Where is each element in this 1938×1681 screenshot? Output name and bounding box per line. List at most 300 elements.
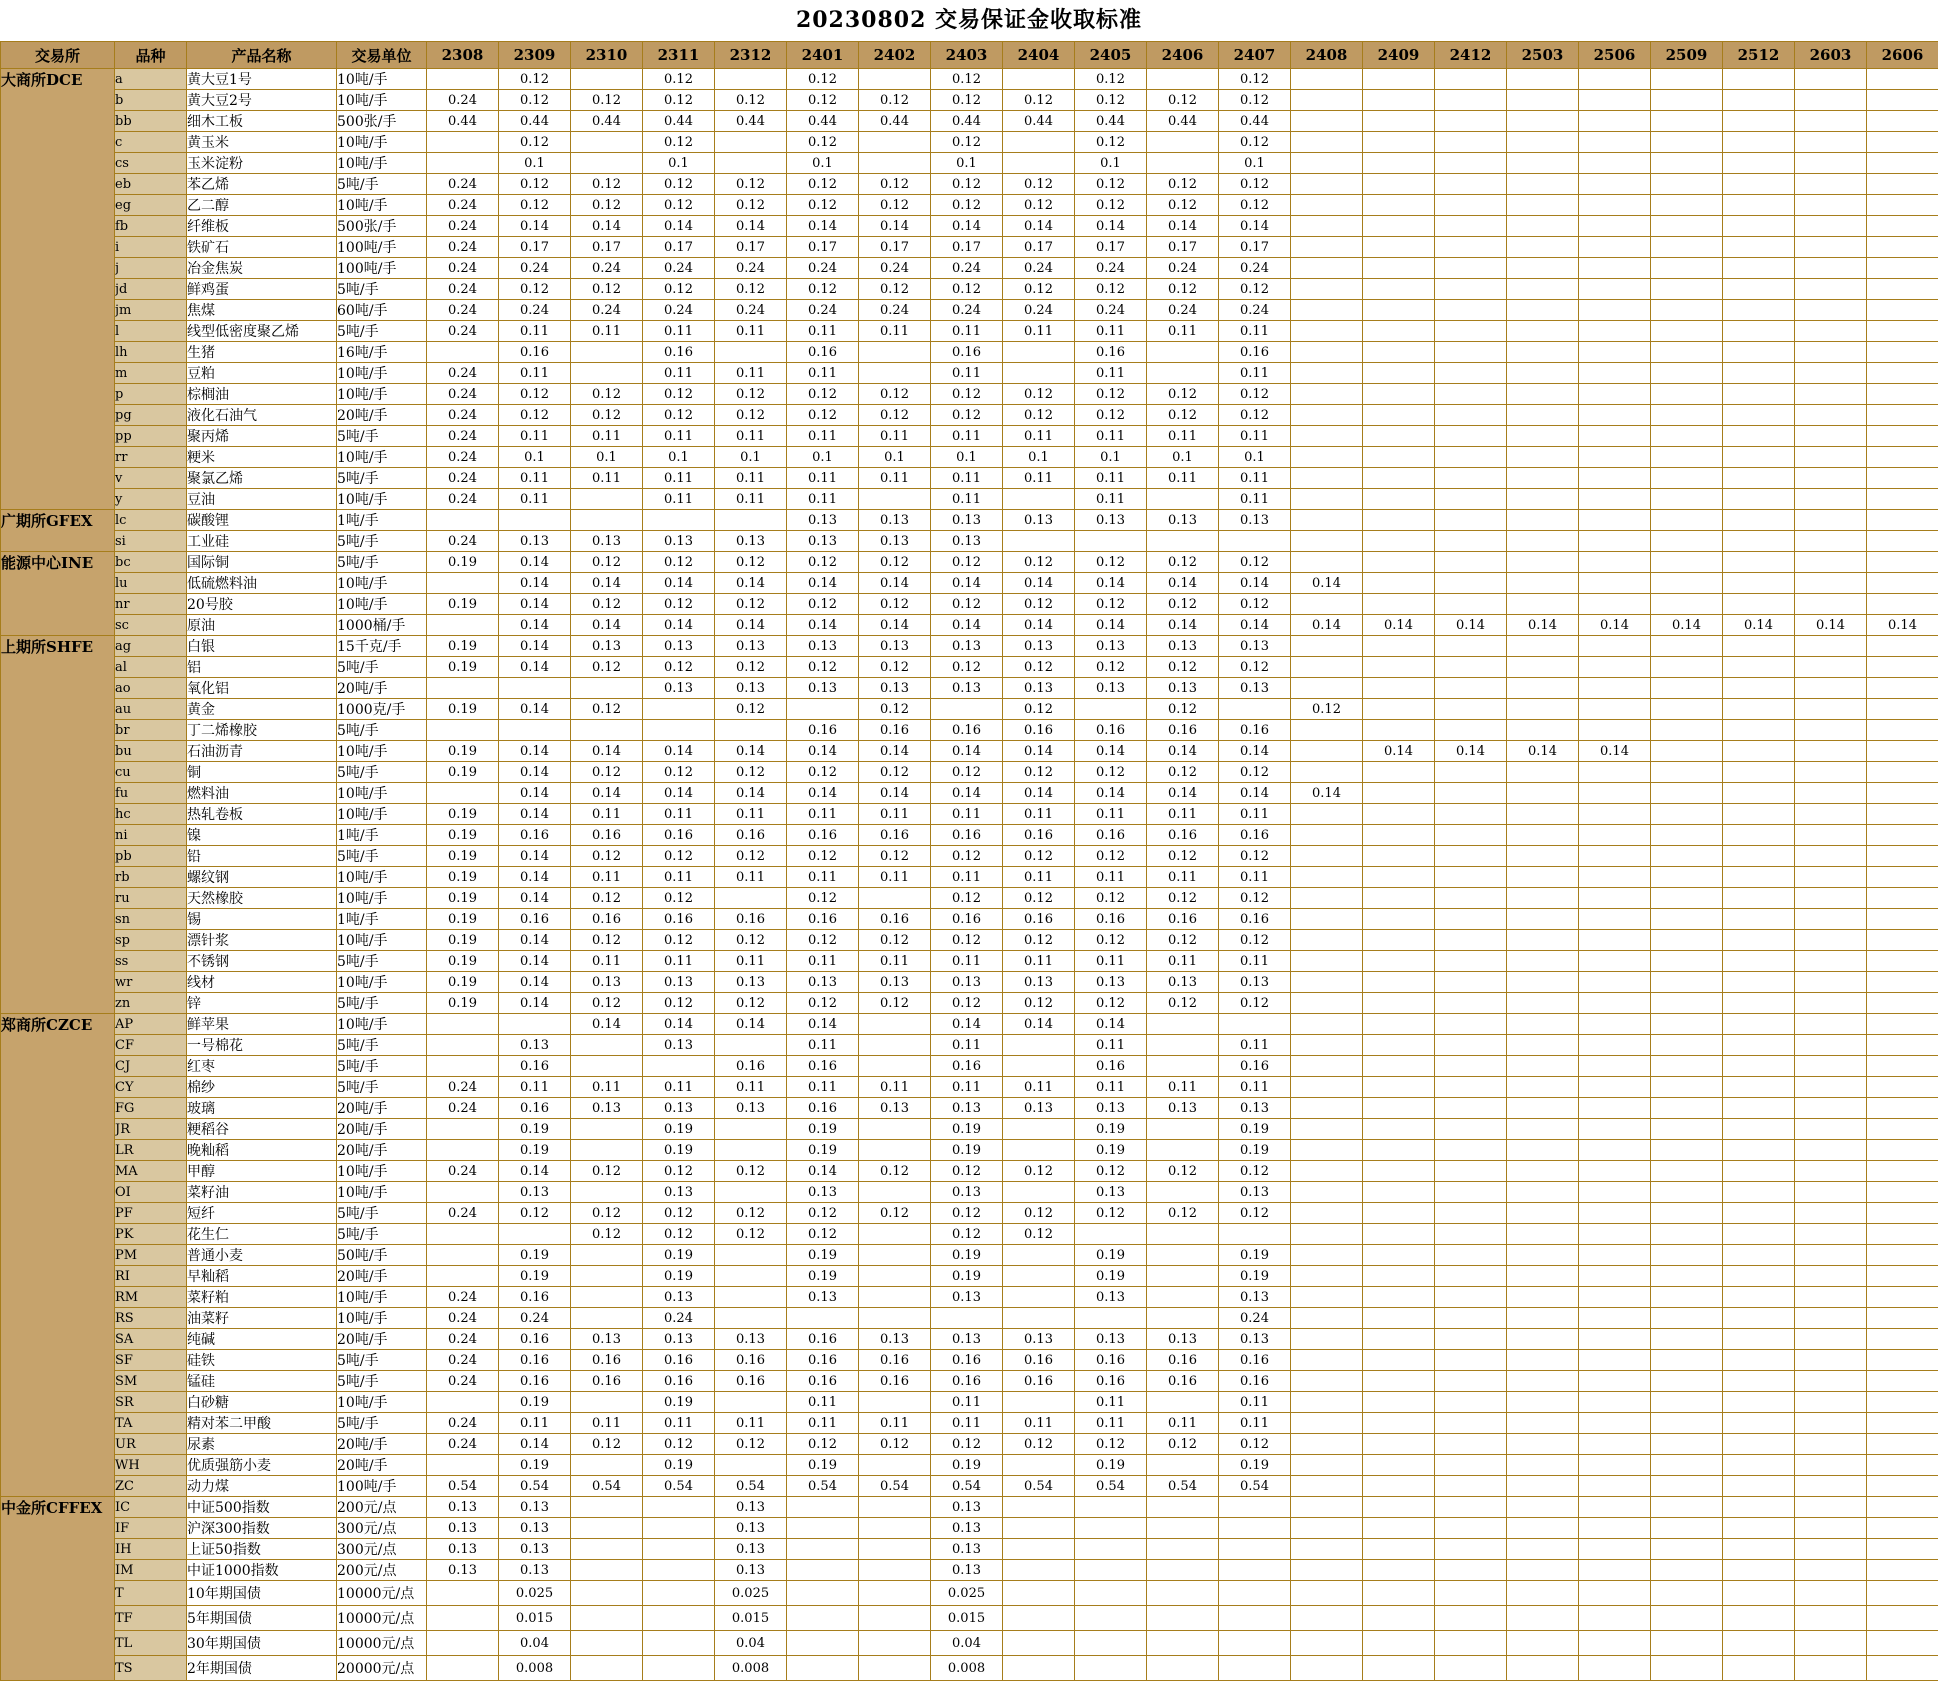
margin-cell[interactable] — [1291, 300, 1363, 321]
margin-cell[interactable] — [1363, 1539, 1435, 1560]
margin-cell[interactable]: 0.12 — [571, 888, 643, 909]
margin-cell[interactable]: 0.11 — [1147, 951, 1219, 972]
margin-cell[interactable]: 0.14 — [1147, 573, 1219, 594]
margin-cell[interactable]: 0.13 — [1219, 678, 1291, 699]
margin-cell[interactable] — [1651, 1656, 1723, 1681]
product-cell[interactable]: 黄大豆2号 — [187, 90, 337, 111]
margin-cell[interactable]: 0.13 — [787, 678, 859, 699]
margin-cell[interactable] — [1435, 1539, 1507, 1560]
margin-cell[interactable]: 0.12 — [787, 552, 859, 573]
margin-cell[interactable]: 0.11 — [1003, 1413, 1075, 1434]
margin-cell[interactable] — [1651, 804, 1723, 825]
margin-cell[interactable] — [1867, 1392, 1938, 1413]
margin-cell[interactable]: 0.44 — [1075, 111, 1147, 132]
product-cell[interactable]: 鲜鸡蛋 — [187, 279, 337, 300]
margin-cell[interactable]: 0.025 — [931, 1581, 1003, 1606]
margin-cell[interactable] — [427, 1581, 499, 1606]
margin-cell[interactable]: 0.19 — [427, 909, 499, 930]
margin-cell[interactable]: 0.11 — [643, 426, 715, 447]
margin-cell[interactable] — [1795, 111, 1867, 132]
margin-cell[interactable] — [1291, 1455, 1363, 1476]
margin-cell[interactable] — [1507, 132, 1579, 153]
margin-cell[interactable]: 0.12 — [1219, 930, 1291, 951]
margin-cell[interactable]: 0.54 — [1075, 1476, 1147, 1497]
margin-cell[interactable] — [1075, 531, 1147, 552]
margin-cell[interactable] — [1579, 447, 1651, 468]
margin-cell[interactable] — [715, 720, 787, 741]
symbol-cell[interactable]: m — [115, 363, 187, 384]
margin-cell[interactable] — [1723, 1182, 1795, 1203]
margin-cell[interactable]: 0.14 — [1147, 615, 1219, 636]
margin-cell[interactable] — [1291, 930, 1363, 951]
symbol-cell[interactable]: ZC — [115, 1476, 187, 1497]
margin-cell[interactable]: 0.12 — [715, 174, 787, 195]
product-cell[interactable]: 尿素 — [187, 1434, 337, 1455]
unit-cell[interactable]: 10吨/手 — [337, 972, 427, 993]
margin-cell[interactable]: 0.13 — [1147, 1329, 1219, 1350]
margin-cell[interactable]: 0.13 — [931, 1329, 1003, 1350]
margin-cell[interactable] — [1147, 1581, 1219, 1606]
margin-cell[interactable] — [1579, 90, 1651, 111]
margin-cell[interactable] — [1867, 216, 1938, 237]
margin-cell[interactable] — [571, 69, 643, 90]
margin-cell[interactable] — [1435, 573, 1507, 594]
margin-cell[interactable]: 0.11 — [1219, 426, 1291, 447]
margin-cell[interactable]: 0.16 — [571, 825, 643, 846]
margin-cell[interactable]: 0.12 — [715, 1161, 787, 1182]
margin-cell[interactable] — [1435, 951, 1507, 972]
margin-cell[interactable]: 0.14 — [859, 741, 931, 762]
margin-cell[interactable] — [1291, 636, 1363, 657]
margin-cell[interactable]: 0.015 — [499, 1606, 571, 1631]
margin-cell[interactable] — [859, 1056, 931, 1077]
product-cell[interactable]: 细木工板 — [187, 111, 337, 132]
margin-cell[interactable] — [1867, 804, 1938, 825]
margin-cell[interactable] — [1219, 1224, 1291, 1245]
margin-cell[interactable]: 0.13 — [931, 1182, 1003, 1203]
margin-cell[interactable] — [1579, 174, 1651, 195]
margin-cell[interactable]: 0.16 — [787, 1371, 859, 1392]
margin-cell[interactable] — [1867, 426, 1938, 447]
margin-cell[interactable]: 0.12 — [715, 384, 787, 405]
margin-cell[interactable] — [1435, 930, 1507, 951]
margin-cell[interactable]: 0.12 — [931, 993, 1003, 1014]
margin-cell[interactable] — [1579, 804, 1651, 825]
margin-cell[interactable]: 0.14 — [931, 216, 1003, 237]
symbol-cell[interactable]: ru — [115, 888, 187, 909]
margin-cell[interactable]: 0.16 — [643, 1350, 715, 1371]
margin-cell[interactable]: 0.12 — [787, 132, 859, 153]
margin-cell[interactable]: 0.12 — [1003, 594, 1075, 615]
margin-cell[interactable] — [571, 1056, 643, 1077]
margin-cell[interactable]: 0.13 — [643, 972, 715, 993]
margin-cell[interactable] — [1075, 1518, 1147, 1539]
margin-cell[interactable] — [1147, 153, 1219, 174]
margin-cell[interactable]: 0.19 — [427, 552, 499, 573]
margin-cell[interactable]: 0.14 — [1795, 615, 1867, 636]
margin-cell[interactable]: 0.14 — [499, 552, 571, 573]
margin-cell[interactable] — [859, 1539, 931, 1560]
margin-cell[interactable]: 0.24 — [427, 489, 499, 510]
margin-cell[interactable] — [1723, 972, 1795, 993]
margin-cell[interactable]: 0.16 — [787, 1329, 859, 1350]
margin-cell[interactable] — [859, 1014, 931, 1035]
margin-cell[interactable]: 0.11 — [931, 951, 1003, 972]
product-cell[interactable]: 黄玉米 — [187, 132, 337, 153]
unit-cell[interactable]: 5吨/手 — [337, 1224, 427, 1245]
margin-cell[interactable]: 0.14 — [715, 615, 787, 636]
margin-cell[interactable] — [859, 1266, 931, 1287]
symbol-cell[interactable]: TL — [115, 1631, 187, 1656]
margin-cell[interactable] — [1291, 426, 1363, 447]
margin-cell[interactable]: 0.13 — [1075, 1287, 1147, 1308]
margin-cell[interactable]: 0.16 — [1075, 825, 1147, 846]
margin-cell[interactable] — [1651, 1014, 1723, 1035]
margin-cell[interactable]: 0.13 — [427, 1560, 499, 1581]
margin-cell[interactable]: 0.11 — [787, 951, 859, 972]
symbol-cell[interactable]: PM — [115, 1245, 187, 1266]
margin-cell[interactable] — [1435, 1224, 1507, 1245]
unit-cell[interactable]: 1吨/手 — [337, 510, 427, 531]
margin-cell[interactable]: 0.13 — [1219, 1098, 1291, 1119]
margin-cell[interactable]: 0.12 — [643, 552, 715, 573]
symbol-cell[interactable]: i — [115, 237, 187, 258]
margin-cell[interactable]: 0.14 — [499, 699, 571, 720]
margin-cell[interactable]: 0.24 — [427, 258, 499, 279]
margin-cell[interactable] — [1723, 678, 1795, 699]
margin-cell[interactable] — [1507, 279, 1579, 300]
margin-cell[interactable]: 0.13 — [787, 1182, 859, 1203]
margin-cell[interactable]: 0.14 — [715, 741, 787, 762]
margin-cell[interactable]: 0.13 — [715, 972, 787, 993]
symbol-cell[interactable]: c — [115, 132, 187, 153]
margin-cell[interactable] — [571, 678, 643, 699]
margin-cell[interactable]: 0.12 — [1147, 888, 1219, 909]
margin-cell[interactable] — [1363, 888, 1435, 909]
margin-cell[interactable]: 0.24 — [1075, 300, 1147, 321]
margin-cell[interactable] — [1579, 1014, 1651, 1035]
margin-cell[interactable] — [1507, 258, 1579, 279]
margin-cell[interactable] — [1795, 657, 1867, 678]
symbol-cell[interactable]: al — [115, 657, 187, 678]
margin-cell[interactable] — [1651, 216, 1723, 237]
unit-cell[interactable]: 10吨/手 — [337, 384, 427, 405]
margin-cell[interactable] — [1003, 132, 1075, 153]
margin-cell[interactable]: 0.12 — [1003, 993, 1075, 1014]
margin-cell[interactable]: 0.12 — [1147, 1434, 1219, 1455]
margin-cell[interactable]: 0.12 — [1219, 846, 1291, 867]
margin-cell[interactable] — [1723, 1140, 1795, 1161]
margin-cell[interactable]: 0.24 — [427, 447, 499, 468]
margin-cell[interactable]: 0.16 — [1219, 1350, 1291, 1371]
margin-cell[interactable]: 0.11 — [787, 426, 859, 447]
margin-cell[interactable] — [1507, 573, 1579, 594]
margin-cell[interactable] — [715, 69, 787, 90]
margin-cell[interactable] — [1723, 1245, 1795, 1266]
margin-cell[interactable] — [1867, 825, 1938, 846]
margin-cell[interactable]: 0.19 — [643, 1266, 715, 1287]
margin-cell[interactable] — [1435, 1266, 1507, 1287]
margin-cell[interactable] — [1291, 1476, 1363, 1497]
margin-cell[interactable] — [1723, 531, 1795, 552]
margin-cell[interactable]: 0.12 — [1219, 594, 1291, 615]
margin-cell[interactable] — [1363, 1098, 1435, 1119]
margin-cell[interactable] — [1507, 1119, 1579, 1140]
symbol-cell[interactable]: UR — [115, 1434, 187, 1455]
margin-cell[interactable] — [859, 489, 931, 510]
margin-cell[interactable] — [1723, 867, 1795, 888]
margin-cell[interactable] — [1867, 1098, 1938, 1119]
margin-cell[interactable]: 0.14 — [499, 867, 571, 888]
unit-cell[interactable]: 10吨/手 — [337, 1287, 427, 1308]
symbol-cell[interactable]: RM — [115, 1287, 187, 1308]
margin-cell[interactable]: 0.12 — [931, 69, 1003, 90]
unit-cell[interactable]: 20吨/手 — [337, 1140, 427, 1161]
margin-cell[interactable] — [1507, 594, 1579, 615]
margin-cell[interactable] — [715, 1182, 787, 1203]
margin-cell[interactable]: 0.13 — [643, 1329, 715, 1350]
margin-cell[interactable]: 0.11 — [1147, 321, 1219, 342]
product-cell[interactable]: 聚丙烯 — [187, 426, 337, 447]
margin-cell[interactable] — [1651, 930, 1723, 951]
margin-cell[interactable] — [1363, 300, 1435, 321]
margin-cell[interactable]: 0.14 — [499, 888, 571, 909]
symbol-cell[interactable]: pb — [115, 846, 187, 867]
margin-cell[interactable]: 0.24 — [643, 300, 715, 321]
margin-cell[interactable] — [499, 1224, 571, 1245]
margin-cell[interactable] — [1363, 1266, 1435, 1287]
unit-cell[interactable]: 5吨/手 — [337, 762, 427, 783]
margin-cell[interactable] — [1435, 1497, 1507, 1518]
margin-cell[interactable]: 0.13 — [643, 531, 715, 552]
margin-cell[interactable]: 0.16 — [499, 342, 571, 363]
margin-cell[interactable] — [1291, 1606, 1363, 1631]
margin-cell[interactable] — [643, 1631, 715, 1656]
margin-cell[interactable] — [1867, 1014, 1938, 1035]
unit-cell[interactable]: 300元/点 — [337, 1539, 427, 1560]
margin-cell[interactable]: 0.24 — [715, 258, 787, 279]
margin-cell[interactable] — [1435, 447, 1507, 468]
margin-cell[interactable] — [1435, 111, 1507, 132]
margin-cell[interactable] — [1651, 300, 1723, 321]
margin-cell[interactable] — [1651, 279, 1723, 300]
product-cell[interactable]: 工业硅 — [187, 531, 337, 552]
margin-cell[interactable]: 0.12 — [931, 888, 1003, 909]
margin-cell[interactable]: 0.24 — [931, 300, 1003, 321]
margin-cell[interactable]: 0.13 — [859, 636, 931, 657]
symbol-cell[interactable]: nr — [115, 594, 187, 615]
margin-cell[interactable]: 0.12 — [499, 174, 571, 195]
margin-cell[interactable] — [1507, 1161, 1579, 1182]
margin-cell[interactable]: 0.24 — [427, 468, 499, 489]
margin-cell[interactable] — [1723, 489, 1795, 510]
margin-cell[interactable]: 0.11 — [715, 489, 787, 510]
margin-cell[interactable] — [1435, 1371, 1507, 1392]
margin-cell[interactable] — [1795, 342, 1867, 363]
margin-cell[interactable] — [859, 1182, 931, 1203]
margin-cell[interactable] — [1435, 1140, 1507, 1161]
margin-cell[interactable] — [1867, 1476, 1938, 1497]
margin-cell[interactable]: 0.16 — [499, 1098, 571, 1119]
margin-cell[interactable] — [571, 1631, 643, 1656]
margin-cell[interactable] — [859, 1518, 931, 1539]
margin-cell[interactable] — [715, 1266, 787, 1287]
margin-cell[interactable]: 0.12 — [859, 846, 931, 867]
margin-cell[interactable] — [1579, 657, 1651, 678]
margin-cell[interactable]: 0.14 — [787, 615, 859, 636]
margin-cell[interactable] — [1363, 699, 1435, 720]
margin-cell[interactable] — [1003, 1455, 1075, 1476]
symbol-cell[interactable]: CJ — [115, 1056, 187, 1077]
margin-cell[interactable] — [1435, 1455, 1507, 1476]
margin-cell[interactable]: 0.16 — [499, 1371, 571, 1392]
margin-cell[interactable]: 0.13 — [643, 1287, 715, 1308]
margin-cell[interactable] — [1723, 1413, 1795, 1434]
margin-cell[interactable]: 0.14 — [787, 573, 859, 594]
margin-cell[interactable] — [1291, 1413, 1363, 1434]
unit-cell[interactable]: 10000元/点 — [337, 1631, 427, 1656]
margin-cell[interactable] — [1867, 510, 1938, 531]
margin-cell[interactable] — [1507, 1631, 1579, 1656]
margin-cell[interactable] — [1651, 1308, 1723, 1329]
margin-cell[interactable]: 0.11 — [1219, 951, 1291, 972]
margin-cell[interactable]: 0.16 — [571, 909, 643, 930]
margin-cell[interactable] — [1579, 825, 1651, 846]
symbol-cell[interactable]: WH — [115, 1455, 187, 1476]
margin-cell[interactable]: 0.12 — [931, 594, 1003, 615]
margin-cell[interactable] — [1363, 1014, 1435, 1035]
margin-cell[interactable] — [1435, 1631, 1507, 1656]
margin-cell[interactable] — [1291, 153, 1363, 174]
margin-cell[interactable] — [1507, 69, 1579, 90]
margin-cell[interactable] — [1363, 1056, 1435, 1077]
unit-cell[interactable]: 5吨/手 — [337, 426, 427, 447]
margin-cell[interactable] — [1795, 699, 1867, 720]
margin-cell[interactable]: 0.14 — [499, 657, 571, 678]
margin-cell[interactable] — [1723, 1098, 1795, 1119]
margin-cell[interactable]: 0.16 — [571, 1350, 643, 1371]
unit-cell[interactable]: 20吨/手 — [337, 1098, 427, 1119]
margin-cell[interactable] — [1579, 1413, 1651, 1434]
margin-cell[interactable] — [1147, 1606, 1219, 1631]
month-header[interactable]: 2311 — [643, 42, 715, 69]
margin-cell[interactable] — [1723, 300, 1795, 321]
margin-cell[interactable] — [1435, 258, 1507, 279]
margin-cell[interactable] — [787, 1631, 859, 1656]
margin-cell[interactable] — [787, 699, 859, 720]
margin-cell[interactable] — [1723, 1077, 1795, 1098]
margin-cell[interactable]: 0.16 — [499, 1329, 571, 1350]
margin-cell[interactable]: 0.12 — [1075, 1434, 1147, 1455]
margin-cell[interactable]: 0.12 — [859, 657, 931, 678]
margin-cell[interactable] — [1507, 342, 1579, 363]
unit-cell[interactable]: 16吨/手 — [337, 342, 427, 363]
margin-cell[interactable] — [859, 1392, 931, 1413]
margin-cell[interactable]: 0.16 — [787, 342, 859, 363]
margin-cell[interactable] — [1579, 1245, 1651, 1266]
margin-cell[interactable] — [1867, 153, 1938, 174]
margin-cell[interactable] — [1867, 1266, 1938, 1287]
margin-cell[interactable]: 0.14 — [1291, 615, 1363, 636]
margin-cell[interactable]: 0.12 — [643, 1434, 715, 1455]
margin-cell[interactable]: 0.11 — [1075, 951, 1147, 972]
margin-cell[interactable]: 0.12 — [1219, 69, 1291, 90]
margin-cell[interactable] — [1795, 531, 1867, 552]
margin-cell[interactable]: 0.13 — [859, 972, 931, 993]
unit-cell[interactable]: 5吨/手 — [337, 468, 427, 489]
month-header[interactable]: 2603 — [1795, 42, 1867, 69]
margin-cell[interactable]: 0.13 — [643, 1098, 715, 1119]
margin-cell[interactable]: 0.12 — [1219, 195, 1291, 216]
margin-cell[interactable]: 0.11 — [1003, 1077, 1075, 1098]
margin-cell[interactable]: 0.14 — [1579, 741, 1651, 762]
margin-cell[interactable] — [859, 1245, 931, 1266]
unit-cell[interactable]: 10吨/手 — [337, 1308, 427, 1329]
margin-cell[interactable] — [1795, 951, 1867, 972]
margin-cell[interactable] — [1435, 426, 1507, 447]
margin-cell[interactable]: 0.13 — [1003, 1329, 1075, 1350]
product-cell[interactable]: 低硫燃料油 — [187, 573, 337, 594]
margin-cell[interactable] — [1003, 1539, 1075, 1560]
margin-cell[interactable]: 0.19 — [427, 699, 499, 720]
product-cell[interactable]: 燃料油 — [187, 783, 337, 804]
margin-cell[interactable] — [1579, 321, 1651, 342]
margin-cell[interactable]: 0.12 — [787, 993, 859, 1014]
margin-cell[interactable]: 0.17 — [643, 237, 715, 258]
margin-cell[interactable] — [1723, 405, 1795, 426]
margin-cell[interactable]: 0.13 — [859, 510, 931, 531]
margin-cell[interactable] — [1363, 1287, 1435, 1308]
unit-cell[interactable]: 1吨/手 — [337, 909, 427, 930]
margin-cell[interactable]: 0.12 — [571, 762, 643, 783]
margin-cell[interactable]: 0.44 — [1147, 111, 1219, 132]
unit-cell[interactable]: 200元/点 — [337, 1497, 427, 1518]
margin-cell[interactable] — [1435, 174, 1507, 195]
margin-cell[interactable] — [1651, 1056, 1723, 1077]
margin-cell[interactable]: 0.12 — [1075, 846, 1147, 867]
margin-cell[interactable] — [1363, 1371, 1435, 1392]
margin-cell[interactable]: 0.24 — [427, 195, 499, 216]
margin-cell[interactable] — [1795, 825, 1867, 846]
margin-cell[interactable]: 0.14 — [499, 741, 571, 762]
margin-cell[interactable] — [1507, 1140, 1579, 1161]
col-header-exchange[interactable]: 交易所 — [1, 42, 115, 69]
margin-cell[interactable] — [1651, 1329, 1723, 1350]
margin-cell[interactable]: 0.44 — [643, 111, 715, 132]
symbol-cell[interactable]: lh — [115, 342, 187, 363]
symbol-cell[interactable]: FG — [115, 1098, 187, 1119]
margin-cell[interactable]: 0.13 — [571, 636, 643, 657]
margin-cell[interactable] — [1507, 1497, 1579, 1518]
margin-cell[interactable]: 0.015 — [931, 1606, 1003, 1631]
margin-cell[interactable] — [1435, 1476, 1507, 1497]
margin-cell[interactable] — [1795, 678, 1867, 699]
margin-cell[interactable] — [1363, 258, 1435, 279]
margin-cell[interactable]: 0.44 — [427, 111, 499, 132]
margin-cell[interactable]: 0.44 — [859, 111, 931, 132]
margin-cell[interactable]: 0.12 — [787, 384, 859, 405]
margin-cell[interactable] — [643, 1581, 715, 1606]
margin-cell[interactable]: 0.13 — [1075, 1098, 1147, 1119]
margin-cell[interactable] — [1651, 1077, 1723, 1098]
margin-cell[interactable]: 0.12 — [859, 993, 931, 1014]
product-cell[interactable]: 10年期国债 — [187, 1581, 337, 1606]
margin-cell[interactable]: 0.11 — [859, 867, 931, 888]
symbol-cell[interactable]: au — [115, 699, 187, 720]
margin-cell[interactable]: 0.12 — [715, 1203, 787, 1224]
margin-cell[interactable] — [1291, 741, 1363, 762]
margin-cell[interactable] — [1867, 447, 1938, 468]
